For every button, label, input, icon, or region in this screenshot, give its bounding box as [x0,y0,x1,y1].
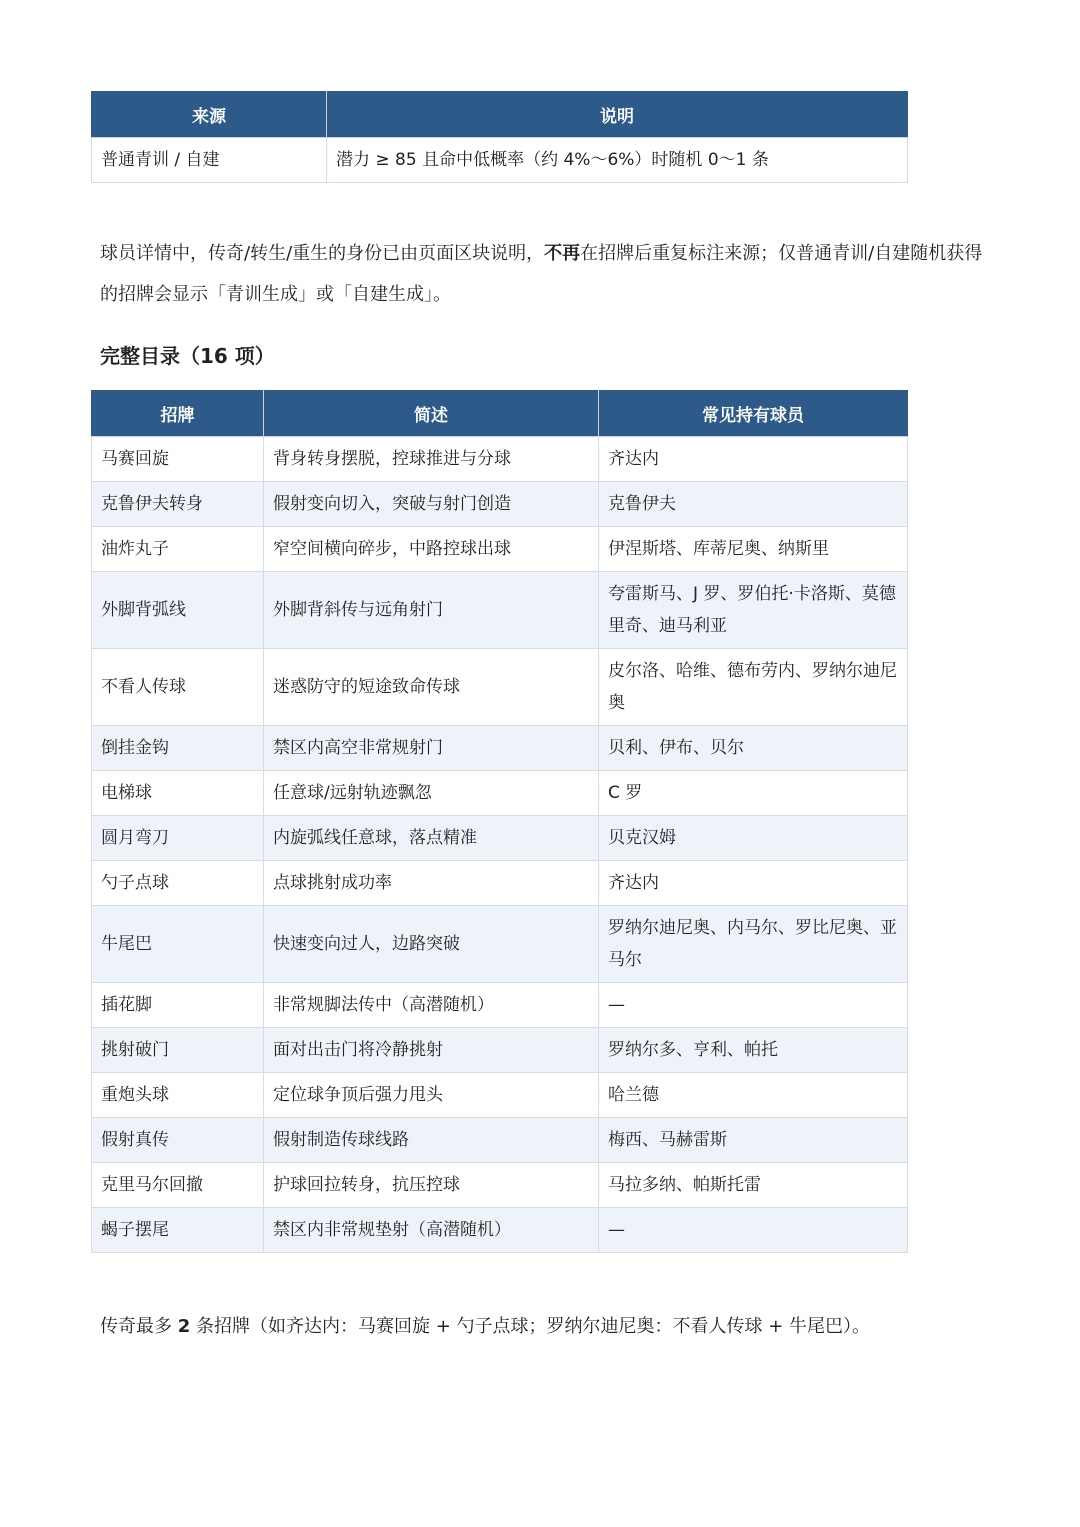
table-cell: 勺子点球 [92,861,264,906]
table-cell: 护球回拉转身，抗压控球 [264,1163,599,1208]
catalog-heading: 完整目录（16 项） [100,344,275,368]
table-cell: 假射真传 [92,1118,264,1163]
paragraph-bold-text: 2 [177,1316,191,1337]
catalog-table-header: 常见持有球员 [599,391,908,437]
source-table-header: 说明 [327,92,908,138]
catalog-table-header: 简述 [264,391,599,437]
table-cell: 点球挑射成功率 [264,861,599,906]
table-row [92,649,908,726]
table-cell: 外脚背弧线 [92,572,264,649]
catalog-table-header-row [92,391,908,437]
table-cell: 马拉多纳、帕斯托雷 [599,1163,908,1208]
table-cell: 背身转身摆脱，控球推进与分球 [264,437,599,482]
catalog-table-header: 招牌 [92,391,264,437]
table-cell: 克里马尔回撤 [92,1163,264,1208]
table-cell: 潜力 ≥ 85 且命中低概率（约 4%～6%）时随机 0～1 条 [327,138,908,183]
table-row [92,482,908,527]
paragraph-bold-text: 不再 [544,243,581,264]
table-cell: 窄空间横向碎步，中路控球出球 [264,527,599,572]
table-cell: — [599,983,908,1028]
table-cell: 快速变向过人，边路突破 [264,906,599,983]
table-cell: 倒挂金钩 [92,726,264,771]
table-cell: 蝎子摆尾 [92,1208,264,1253]
identity-note-paragraph [100,233,1000,315]
table-cell: 非常规脚法传中（高潜随机） [264,983,599,1028]
table-row [92,437,908,482]
table-row [92,983,908,1028]
table-cell: 伊涅斯塔、库蒂尼奥、纳斯里 [599,527,908,572]
table-row [92,726,908,771]
table-cell: 外脚背斜传与远角射门 [264,572,599,649]
table-row [92,861,908,906]
table-cell: 插花脚 [92,983,264,1028]
table-cell: 面对出击门将冷静挑射 [264,1028,599,1073]
table-cell: 假射制造传球线路 [264,1118,599,1163]
table-cell: 梅西、马赫雷斯 [599,1118,908,1163]
paragraph-text: 球员详情中，传奇/转生/重生的身份已由页面区块说明， [100,243,545,264]
table-cell: 禁区内高空非常规射门 [264,726,599,771]
table-cell: 克鲁伊夫 [599,482,908,527]
table-cell: 圆月弯刀 [92,816,264,861]
table-cell: 夸雷斯马、J 罗、罗伯托·卡洛斯、莫德里奇、迪马利亚 [599,572,908,649]
table-cell: 电梯球 [92,771,264,816]
table-row [92,906,908,983]
table-cell: 贝利、伊布、贝尔 [599,726,908,771]
source-table-header-row [92,92,908,138]
table-cell: — [599,1208,908,1253]
table-row [92,816,908,861]
table-cell: 任意球/远射轨迹飘忽 [264,771,599,816]
table-cell: 迷惑防守的短途致命传球 [264,649,599,726]
table-cell: 齐达内 [599,861,908,906]
table-row [92,1163,908,1208]
table-cell: 假射变向切入，突破与射门创造 [264,482,599,527]
table-cell: 油炸丸子 [92,527,264,572]
table-cell: 内旋弧线任意球，落点精准 [264,816,599,861]
table-cell: 皮尔洛、哈维、德布劳内、罗纳尔迪尼奥 [599,649,908,726]
table-row [92,771,908,816]
table-cell: 挑射破门 [92,1028,264,1073]
table-row [92,1073,908,1118]
table-row [92,138,908,183]
table-cell: 齐达内 [599,437,908,482]
table-cell: 哈兰德 [599,1073,908,1118]
table-cell: 牛尾巴 [92,906,264,983]
table-cell: C 罗 [599,771,908,816]
table-cell: 重炮头球 [92,1073,264,1118]
table-cell: 禁区内非常规垫射（高潜随机） [264,1208,599,1253]
table-cell: 定位球争顶后强力甩头 [264,1073,599,1118]
legend-limit-paragraph [100,1306,1000,1347]
table-cell: 罗纳尔多、亨利、帕托 [599,1028,908,1073]
table-cell: 罗纳尔迪尼奥、内马尔、罗比尼奥、亚马尔 [599,906,908,983]
table-cell: 不看人传球 [92,649,264,726]
table-cell: 普通青训 / 自建 [92,138,327,183]
paragraph-text: 条招牌（如齐达内：马赛回旋 + 勺子点球；罗纳尔迪尼奥：不看人传球 + 牛尾巴）。 [190,1316,871,1337]
catalog-table [91,390,908,1253]
table-row [92,572,908,649]
paragraph-text: 在招牌后重复标注来源；仅普通青训/自建随机获得的招牌会显示「青训生成」或「自建生成」。 [100,243,983,305]
table-cell: 克鲁伊夫转身 [92,482,264,527]
table-cell: 马赛回旋 [92,437,264,482]
table-row [92,1118,908,1163]
table-row [92,1028,908,1073]
table-row [92,1208,908,1253]
source-table [91,91,908,183]
paragraph-text: 传奇最多 [100,1316,178,1337]
table-row [92,527,908,572]
table-cell: 贝克汉姆 [599,816,908,861]
source-table-header: 来源 [92,92,327,138]
